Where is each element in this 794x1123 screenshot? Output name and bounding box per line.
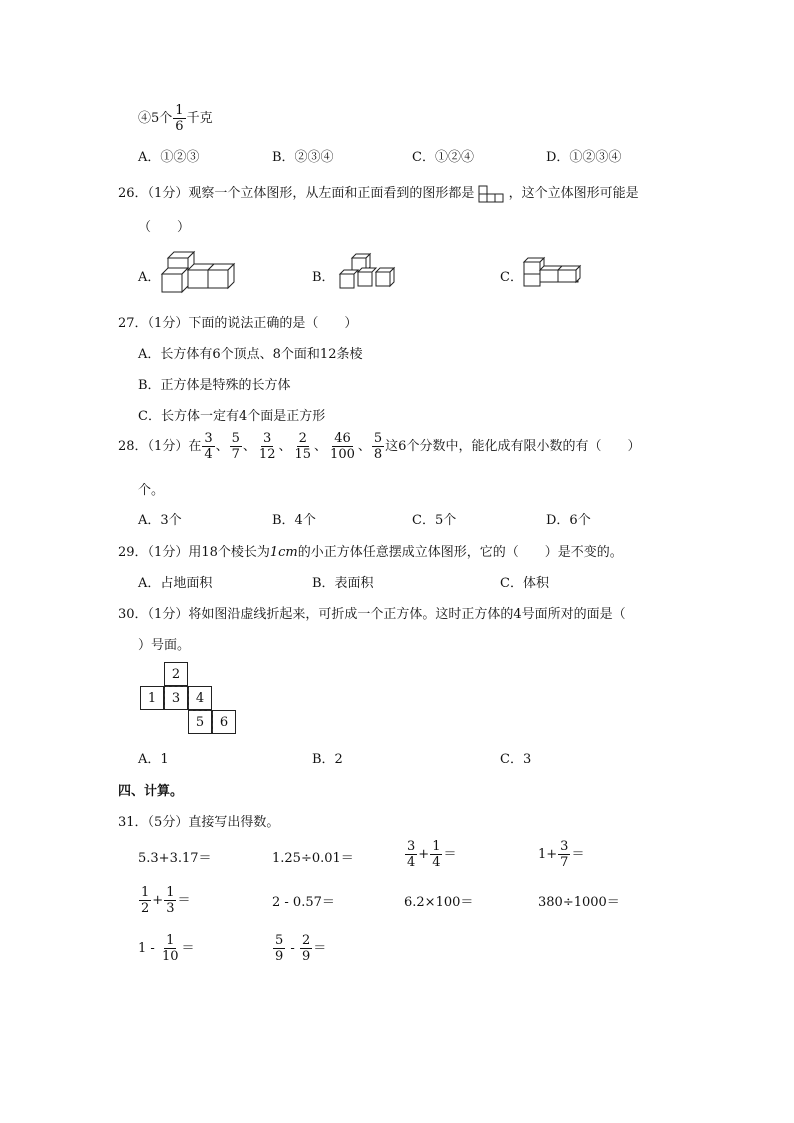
unit: 1cm	[269, 545, 298, 560]
cube-view-icon	[478, 185, 504, 203]
q30-option-c[interactable]: C．3	[500, 752, 532, 767]
fraction: $\frac{1}{6}$	[175, 103, 184, 134]
q27-stem: 27．（1分）下面的说法正确的是（ ）	[118, 316, 358, 331]
fraction: $\frac{1}{10}$	[161, 933, 179, 964]
fraction: $\frac{1}{3}$	[166, 885, 175, 916]
q28-stem: 28．（1分）在 $\frac{3}{4}$ 、 $\frac{5}{7}$ 、 $\frac{3}{12}$ 、 $\frac{2}{15}$ 、 $\frac{46}{100}$ 、 $\frac{5}{8}$ 这6个分数中，能化成有限小数的有（ ）	[118, 431, 641, 462]
net-face-6: 6	[212, 710, 236, 734]
q26-paren: （ ）	[138, 220, 191, 235]
fold-line	[190, 710, 210, 711]
fraction: $\frac{1}{4}$	[432, 839, 441, 870]
q25-option-d[interactable]: D．①②③④	[546, 150, 622, 165]
q31-stem: 31．（5分）直接写出得数。	[118, 815, 280, 830]
net-face-4: 4	[188, 686, 212, 710]
section-title: 四、计算。	[118, 784, 184, 799]
calc-3: $\frac{3}{4}$ + $\frac{1}{4}$ ＝	[407, 839, 457, 870]
calc-5: $\frac{1}{2}$ + $\frac{1}{3}$ ＝	[141, 885, 191, 916]
fraction: $\frac{5}{8}$	[373, 431, 383, 462]
q26-option-b-figure	[338, 252, 398, 292]
q30-option-b[interactable]: B．2	[312, 752, 343, 767]
q30-stem: 30．（1分）将如图沿虚线折起来，可折成一个正方体。这时正方体的4号面所对的面是（	[118, 607, 626, 622]
calc-10: $\frac{5}{9}$ - $\frac{2}{9}$ ＝	[275, 933, 327, 964]
calc-6: 2 - 0.57＝	[272, 895, 335, 910]
q26-option-b[interactable]: B．	[312, 270, 335, 285]
fraction: $\frac{3}{12}$	[258, 431, 276, 462]
q26-stem: 26．（1分）观察一个立体图形，从左面和正面看到的图形都是 ，这个立体图形可能是	[118, 186, 639, 201]
fraction: $\frac{3}{4}$	[204, 431, 213, 462]
fraction: $\frac{2}{9}$	[301, 933, 311, 964]
q25-option-b[interactable]: B．②③④	[272, 150, 334, 165]
q25-option-c[interactable]: C．①②④	[412, 150, 474, 165]
net-face-2: 2	[164, 662, 188, 686]
calc-9: 1 - $\frac{1}{10}$ ＝	[138, 933, 195, 964]
fold-line	[166, 686, 186, 687]
q29-option-c[interactable]: C．体积	[500, 576, 549, 591]
calc-2: 1.25÷0.01＝	[272, 851, 354, 866]
net-face-3: 3	[164, 686, 188, 710]
q26-option-c-figure	[522, 256, 582, 288]
fraction: $\frac{1}{2}$	[141, 885, 150, 916]
q28-option-a[interactable]: A．3个	[138, 513, 182, 528]
q28-option-d[interactable]: D．6个	[546, 513, 591, 528]
fold-line	[164, 688, 165, 708]
q26-option-a-figure	[160, 248, 236, 294]
net-face-5: 5	[188, 710, 212, 734]
q25-item4: ④5个 $\frac{1}{6}$ 千克	[138, 103, 213, 134]
cube-net-figure	[138, 660, 242, 740]
fraction: $\frac{3}{4}$	[407, 839, 416, 870]
calc-7: 6.2×100＝	[404, 895, 474, 910]
q29-option-b[interactable]: B．表面积	[312, 576, 374, 591]
q26-option-c[interactable]: C．	[500, 270, 523, 285]
q27-option-a[interactable]: A．长方体有6个顶点、8个面和12条棱	[138, 347, 363, 362]
q27-option-c[interactable]: C．长方体一定有4个面是正方形	[138, 409, 326, 424]
q29-stem: 29．（1分）用18个棱长为1cm的小正方体任意摆成立体图形，它的（ ）是不变的。	[118, 545, 623, 560]
q30-stem-cont: ）号面。	[138, 638, 191, 653]
q29-option-a[interactable]: A．占地面积	[138, 576, 213, 591]
calc-8: 380÷1000＝	[538, 895, 620, 910]
net-face-1: 1	[140, 686, 164, 710]
q28-stem-cont: 个。	[138, 483, 165, 498]
q25-option-a[interactable]: A．①②③	[138, 150, 200, 165]
q30-option-a[interactable]: A．1	[138, 752, 169, 767]
fold-line	[188, 688, 189, 708]
fold-line	[212, 712, 213, 732]
q27-option-b[interactable]: B．正方体是特殊的长方体	[138, 378, 291, 393]
q26-option-a[interactable]: A．	[138, 270, 161, 285]
fraction: $\frac{5}{9}$	[275, 933, 284, 964]
calc-4: 1+ $\frac{3}{7}$ ＝	[538, 839, 585, 870]
fraction: $\frac{2}{15}$	[294, 431, 312, 462]
calc-1: 5.3+3.17＝	[138, 851, 212, 866]
fraction: $\frac{3}{7}$	[560, 839, 569, 870]
fraction: $\frac{46}{100}$	[330, 431, 355, 462]
fraction: $\frac{5}{7}$	[231, 431, 240, 462]
q28-option-b[interactable]: B．4个	[272, 513, 316, 528]
q28-option-c[interactable]: C．5个	[412, 513, 457, 528]
